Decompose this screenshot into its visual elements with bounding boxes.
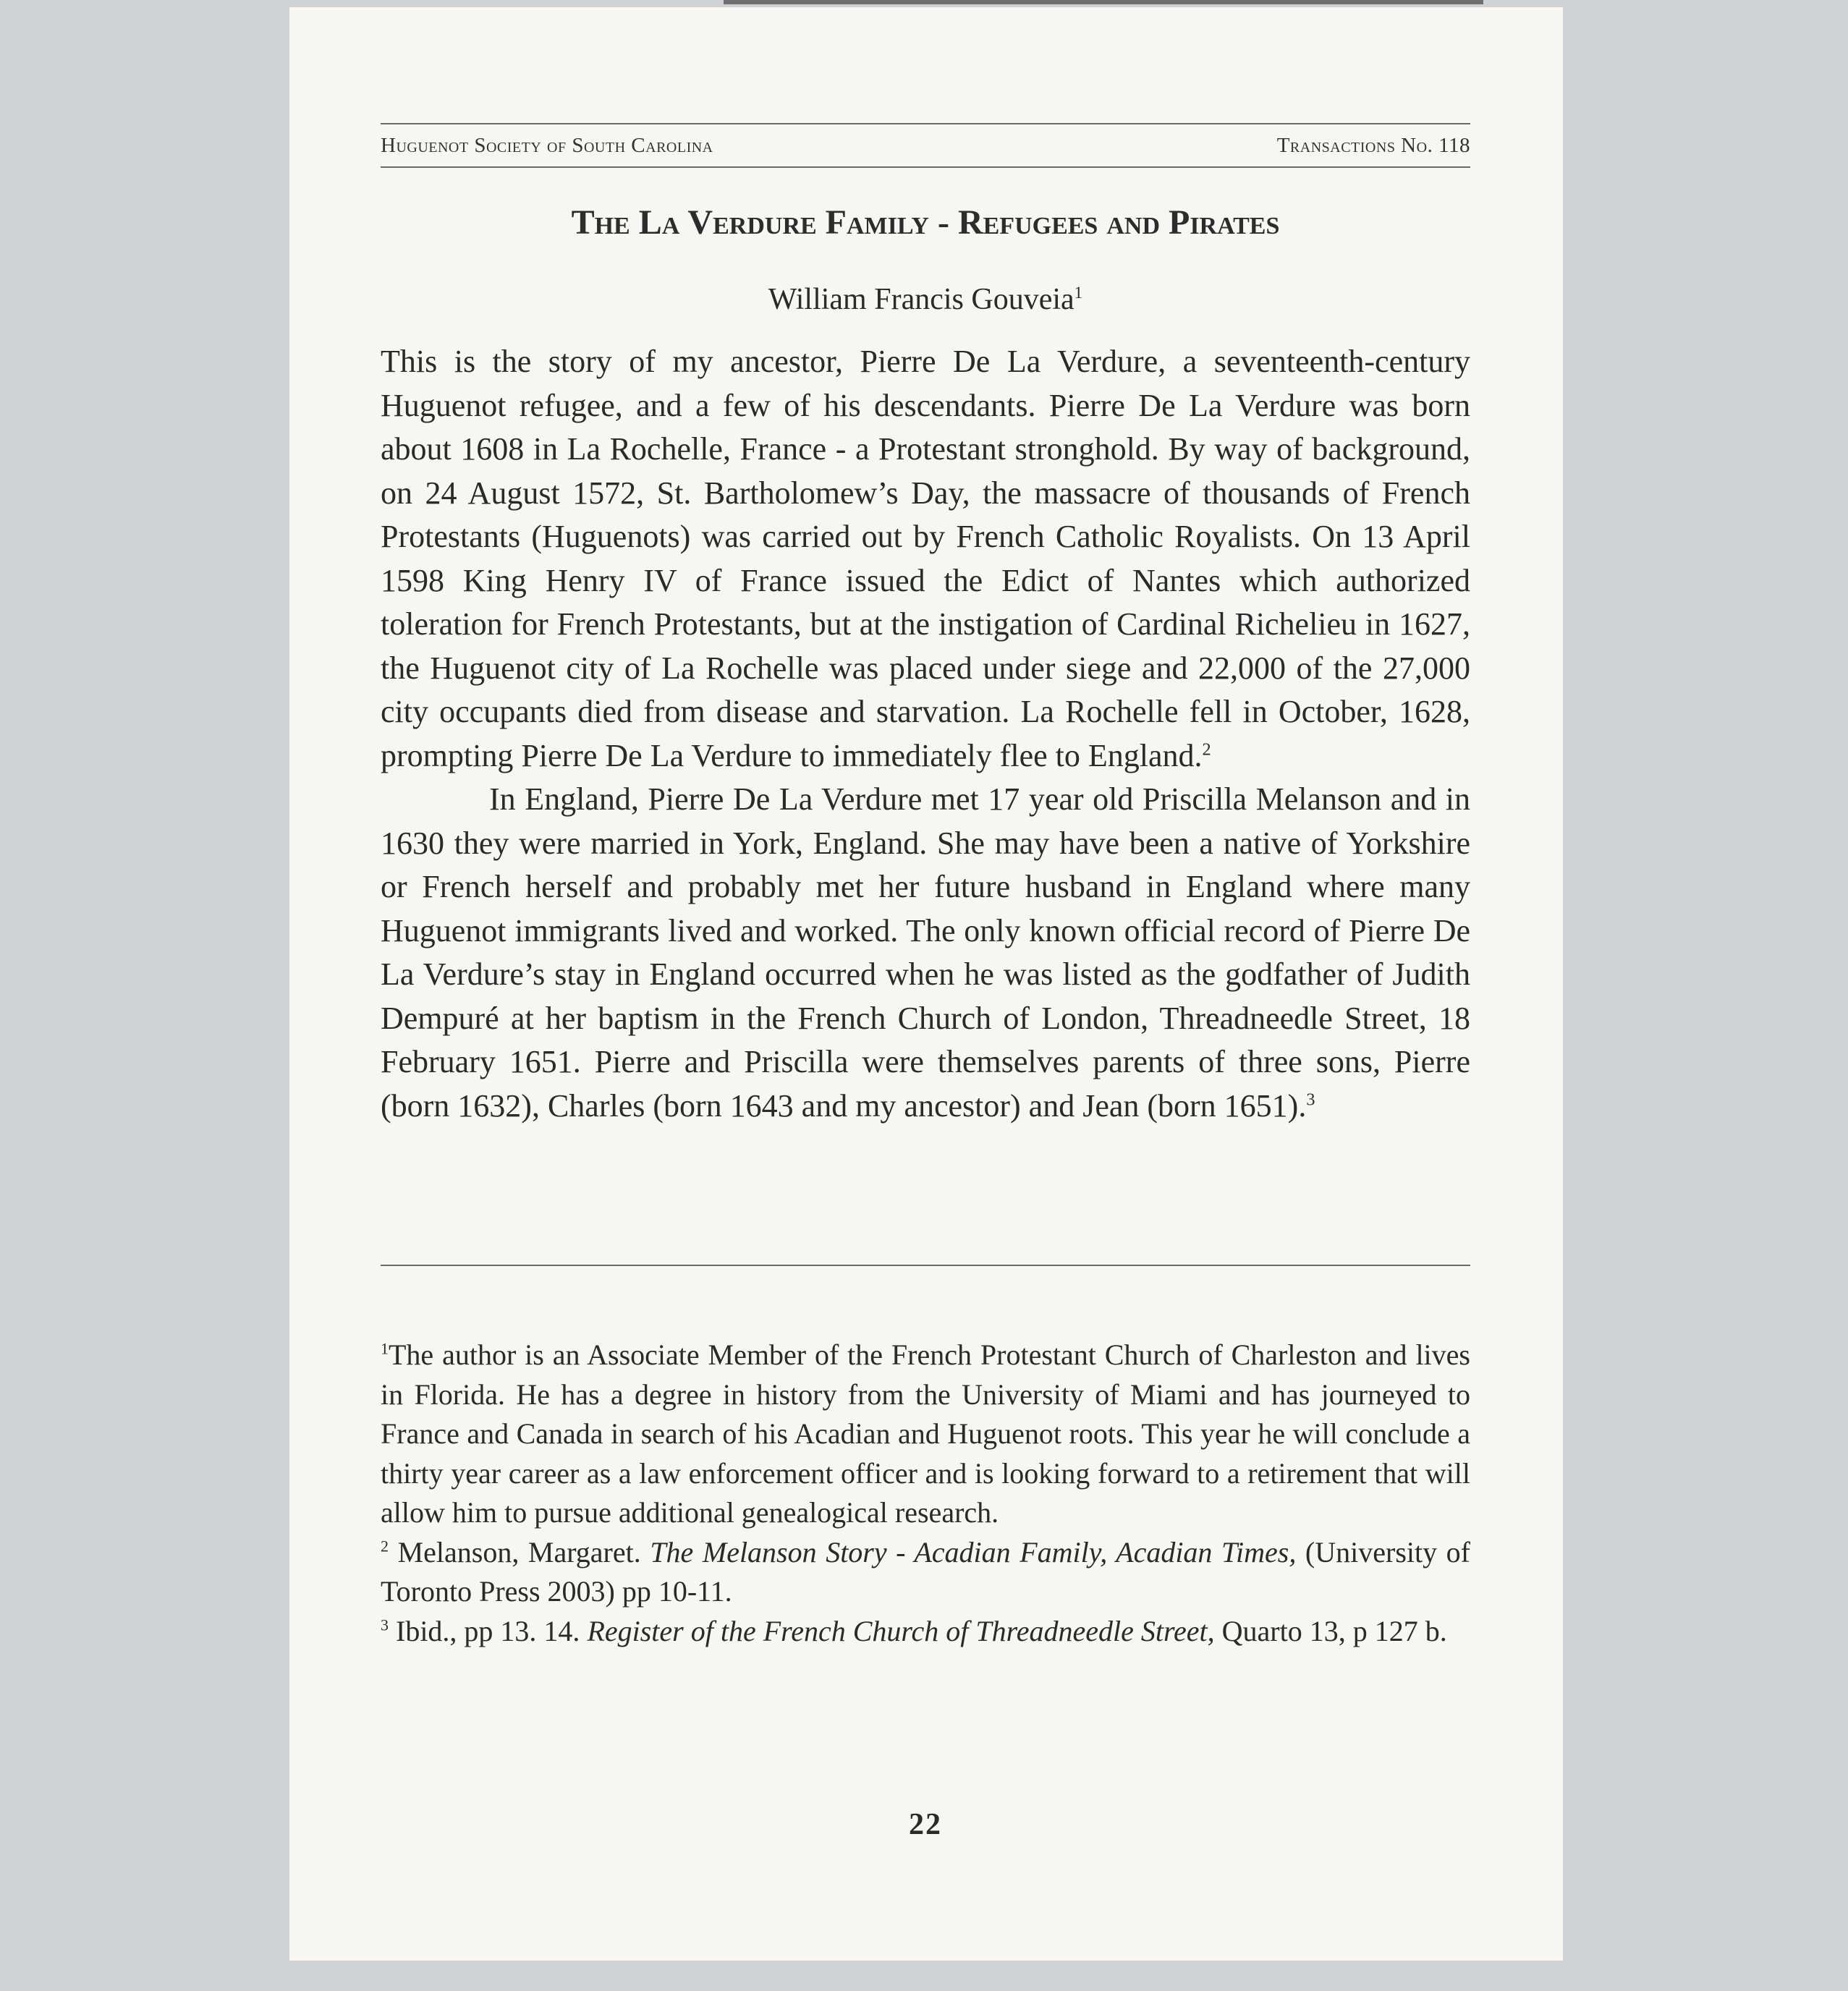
scan-top-edge [724,0,1483,4]
author-name: William Francis Gouveia [768,283,1075,316]
article-title: The La Verdure Family - Refugees and Pirates [571,203,1280,242]
article-author [381,282,1470,317]
footnote-3-reference: Ibid., pp 13. 14. [396,1614,580,1647]
paragraph-1-footnote-marker: 2 [1202,739,1211,759]
footnote-2-marker: 2 [381,1537,389,1555]
footnote-2-publisher: (University of Toronto Press 2003) pp 10-11. [381,1535,1470,1608]
footnote-2-author: Melanson, Margaret. [397,1535,641,1568]
footnote-1-text: The author is an Associate Member of the French Protestant Church of Charleston and lives in Florida. He has a degree in history from the University of Miami and has journeyed to France and Canada in search of his Acadian and Huguenot roots. This year he will conclude a thirty year career as a law enforcement officer and is looking forward to a retirement that will allow him to pursue additional genealogical research. [381,1338,1470,1529]
footnote-3 [381,1612,1470,1652]
footnote-2 [381,1533,1470,1612]
footnote-2-title: The Melanson Story - Acadian Family, Acadian Times, [650,1535,1297,1568]
footnote-divider [381,1265,1470,1266]
author-footnote-marker: 1 [1074,283,1083,302]
footnote-3-title: Register of the French Church of Threadneedle Street, [587,1614,1215,1647]
paragraph-2-text: In England, Pierre De La Verdure met 17 year old Priscilla Melanson and in 1630 they were married in York, England. She may have been a native of Yorkshire or French herself and probably met her future husband in England where many Huguenot immigrants lived and worked. The only known official record of Pierre De La Verdure’s stay in England occurred when he was listed as the godfather of Judith Dempuré at her baptism in the French Church of London, Threadneedle Street, 18 February 1651. Pierre and Priscilla were themselves parents of three sons, Pierre (born 1632), Charles (born 1643 and my ancestor) and Jean (born 1651). [381,781,1470,1124]
document-page [289,7,1563,1961]
paragraph-1-text: This is the story of my ancestor, Pierre De La Verdure, a seventeenth-century Huguenot refugee, and a few of his descendants. Pierre De La Verdure was born about 1608 in La Rochelle, France - a Protestant stronghold. By way of background, on 24 August 1572, St. Bartholomew’s Day, the massacre of thousands of French Protestants (Huguenots) was carried out by French Catholic Royalists. On 13 April 1598 King Henry IV of France issued the Edict of Nantes which authorized toleration for French Protestants, but at the instigation of Cardinal Richelieu in 1627, the Huguenot city of La Rochelle was placed under siege and 22,000 of the 27,000 city occupants died from disease and starvation. La Rochelle fell in October, 1628, prompting Pierre De La Verdure to immediately flee to England. [381,344,1470,773]
footnotes [381,1336,1470,1651]
footnote-1 [381,1336,1470,1533]
footnote-1-marker: 1 [381,1339,389,1358]
page-number: 22 [909,1808,942,1841]
header-transactions-number: Transactions No. 118 [1276,133,1470,157]
running-header [381,123,1470,168]
body-paragraph-1 [381,340,1470,778]
footnote-3-location: Quarto 13, p 127 b. [1221,1614,1447,1647]
footnote-3-marker: 3 [381,1616,389,1634]
article-body [381,340,1470,1128]
paragraph-2-footnote-marker: 3 [1306,1089,1315,1109]
body-paragraph-2 [381,778,1470,1128]
header-society-name: Huguenot Society of South Carolina [381,133,713,157]
